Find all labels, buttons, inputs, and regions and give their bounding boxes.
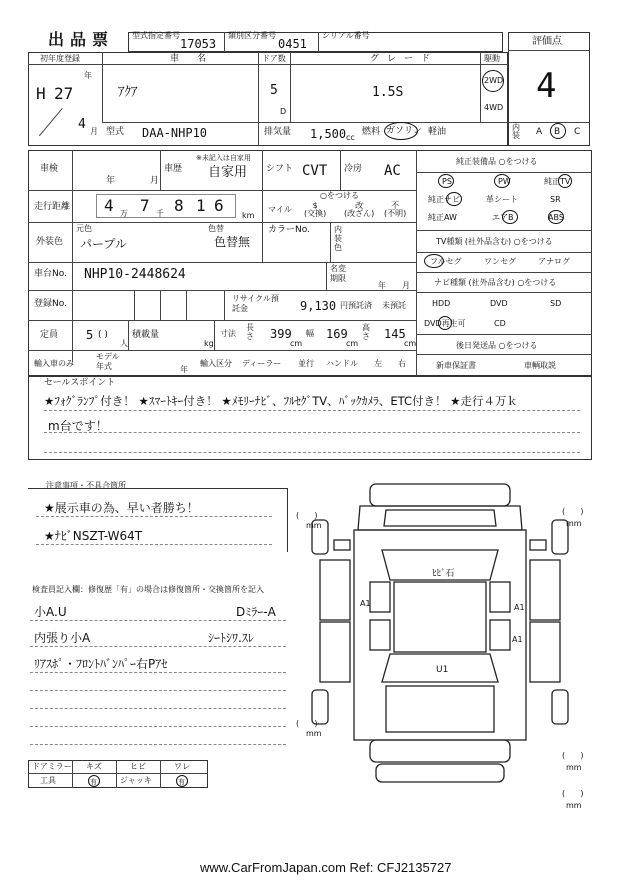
import-parallel: 並行 [298, 359, 314, 368]
score-label: 評価点 [532, 36, 562, 47]
serial-label: シリアル番号 [322, 31, 370, 40]
month-unit: 月 [90, 127, 98, 136]
navi-dvd-play: DVD再生可 [424, 319, 466, 328]
notes-title: 注意事項・不具合箇所 [46, 481, 126, 490]
height-label: 高さ [362, 323, 370, 341]
mm-bottom-right-2: ( ) [562, 789, 584, 798]
height-value: 145 [384, 327, 406, 341]
footer-watermark: www.CarFromJapan.com Ref: CFJ2135727 [200, 860, 452, 875]
tv-analog: アナログ [538, 257, 570, 266]
mileage-circle-note: ○をつける [320, 191, 359, 200]
color-original-value: パープル [80, 237, 127, 251]
capacity-paren: ( ) [98, 330, 108, 340]
docs-manual: 車輌取説 [524, 361, 556, 370]
mm-bottom-right-unit: mm [566, 763, 582, 772]
car-name-value: ｱｸｱ [118, 85, 138, 100]
name-change-label: 名変期限 [330, 264, 346, 283]
shaken-year: 年 [106, 176, 116, 186]
sales-line-1: ★ﾌｫｸﾞﾗﾝﾌﾟ付き！ ★ｽﾏｰﾄｷｰ付き！ ★ﾒﾓﾘｰﾅﾋﾞ、ﾌﾙｾｸﾞTV、ﾊﾞｯｸｶﾒﾗ、ETC付き！ ★走行４万ｋ [44, 394, 518, 408]
equipment-title: 純正装備品 ○をつける [456, 157, 538, 166]
diag-mark-a1-right-bottom: A1 [512, 635, 523, 644]
drive-4wd: 4WD [484, 103, 504, 112]
model-label: 型式 [106, 127, 125, 137]
navi-dvd: DVD [490, 299, 508, 308]
mm-top-left-unit: mm [306, 521, 322, 530]
page-title: 出品票 [48, 30, 115, 49]
recycle-unit: 円預託済 [340, 301, 372, 310]
width-unit: cm [346, 339, 359, 348]
first-reg-month: 4 [78, 117, 86, 132]
tv-fullseg: フルセグ [430, 257, 462, 266]
equip-abs: ABS [548, 213, 564, 222]
equip-ps: PS [442, 177, 452, 186]
model-cert-value: 17053 [180, 37, 217, 51]
diag-mark-a1-right-top: A1 [514, 603, 525, 612]
tv-title: TV種類 (社外品含む) ○をつける [436, 237, 553, 246]
legend-door-mirror: ドアミラー [32, 762, 72, 771]
mm-top-right: ( ) [562, 507, 584, 516]
year-unit: 年 [84, 71, 92, 80]
equip-ps-circle [438, 174, 454, 188]
length-unit: cm [290, 339, 303, 348]
first-reg-label: 初年度登録 [40, 54, 80, 63]
car-diagram [290, 470, 590, 830]
handle-label: ハンドル [326, 359, 358, 368]
import-type-label: 輸入区分 [200, 359, 232, 368]
length-value: 399 [270, 327, 292, 341]
recycle-label: リサイクル預託金 [232, 294, 279, 313]
interior-color-label: 内装色 [334, 225, 342, 252]
chassis-label: 車台No. [34, 269, 67, 279]
tv-oneseg: ワンセグ [484, 257, 516, 266]
sales-line-2: m台です！ [48, 419, 108, 433]
mm-top-left: ( ) [296, 511, 318, 520]
equip-tv-circle [558, 174, 572, 188]
registration-label: 登録No. [34, 299, 67, 309]
legend-tools: 工具 [40, 776, 56, 785]
color-original-label: 元色 [76, 224, 92, 233]
interior-a: A [536, 127, 543, 137]
equip-navi: 純正ナビ [428, 195, 460, 204]
legend-hibi: ヒビ [130, 762, 146, 771]
equip-sr: SR [550, 195, 561, 204]
color-change-value: 色替無 [214, 235, 251, 249]
import-label: 輸入車のみ [34, 359, 74, 368]
ac-value: AC [384, 163, 401, 179]
import-dealer: ディーラー [242, 359, 282, 368]
mileage-digit-5: 6 [214, 196, 224, 215]
mileage-digit-2: 7 [140, 196, 150, 215]
mm-top-right-unit: mm [566, 519, 582, 528]
mileage-unknown: 不 (不明) [384, 201, 407, 218]
width-label: 幅 [306, 329, 314, 338]
legend-ware: ワレ [174, 762, 190, 771]
insp-2b: ｼｰﾄｼﾜ.ｽﾚ [208, 631, 254, 645]
mm-bottom-left-unit: mm [306, 729, 322, 738]
mileage-digit-1: 4 [104, 196, 114, 215]
mileage-label: 走行距離 [34, 202, 71, 212]
width-value: 169 [326, 327, 348, 341]
insp-2a: 内張り小A [34, 631, 91, 645]
mileage-unit-sen: 千 [156, 209, 164, 218]
recycle-value: 9,130 [300, 299, 337, 313]
model-year-label: モデル年式 [96, 352, 120, 371]
tv-fullseg-circle [424, 254, 444, 268]
insp-3: ﾘｱｽﾎﾟ・ﾌﾛﾝﾄﾊﾞﾝﾊﾟｰ右Pｱｾ [34, 657, 168, 671]
equip-airbag: エアB [492, 213, 514, 222]
color-label: 外装色 [36, 237, 64, 247]
equip-airbag-circle [502, 210, 518, 224]
usage-value: 自家用 [208, 165, 248, 180]
color-no-label: カラーNo. [268, 225, 310, 235]
fuel-label: 燃料 [362, 127, 381, 137]
displacement-value: 1,500 [310, 127, 347, 141]
model-year-unit: 年 [180, 365, 188, 374]
displacement-unit: cc [346, 133, 355, 142]
shift-label: シフト [266, 164, 294, 174]
insp-1b: Dﾐﾗｰ-A [236, 605, 276, 619]
navi-title: ナビ種類 (社外品含む) ○をつける [434, 278, 557, 287]
interior-c: C [574, 127, 581, 137]
class-value: 0451 [278, 37, 307, 51]
mileage-digit-4: 1 [196, 196, 206, 215]
diag-mark-a1-left: A1 [360, 599, 371, 608]
interior-b: B [554, 127, 561, 137]
navi-sd: SD [550, 299, 562, 308]
load-label: 積載量 [132, 330, 160, 340]
interior-label: 内装 [512, 123, 520, 140]
legend-jack: ジャッキ [120, 776, 152, 785]
size-label: 寸法 [220, 329, 236, 338]
model-value: DAA-NHP10 [142, 126, 208, 140]
mm-bottom-left: ( ) [296, 719, 318, 728]
diag-mark-hibi: ﾋﾋﾞ石 [432, 569, 455, 579]
inspector-title: 検査員記入欄：修復歴「有」の場合は修復箇所・交換箇所を記入 [32, 585, 264, 594]
fuel-light-oil: 軽油 [428, 127, 447, 137]
sales-label: セールスポイント [44, 378, 116, 388]
model-cert-label: 型式指定番号 [132, 31, 180, 40]
doors-value: 5 [270, 83, 278, 98]
diag-mark-u1: U1 [436, 665, 449, 675]
notes-line-2: ★ﾅﾋﾞNSZT-W64T [44, 529, 143, 543]
capacity-value: 5 [86, 328, 94, 342]
legend-jack-yes: 有 [178, 778, 185, 786]
shaken-month: 月 [150, 176, 160, 186]
insp-1a: 小A.U [34, 605, 67, 619]
load-unit: kg [204, 339, 214, 348]
height-unit: cm [404, 339, 417, 348]
name-change-year: 年 [378, 281, 386, 290]
shift-value: CVT [302, 163, 328, 179]
equip-aw: 純正AW [428, 213, 457, 222]
first-reg-year: 27 [54, 84, 74, 103]
mm-bottom-right-2-unit: mm [566, 801, 582, 810]
grade-value: 1.5S [372, 85, 404, 100]
mileage-mile: マイル [268, 205, 292, 214]
docs-title: 後日発送品 ○をつける [456, 341, 538, 350]
legend-kizu: キズ [86, 762, 102, 771]
ac-label: 冷房 [344, 164, 363, 174]
navi-dvd-play-circle [438, 316, 452, 330]
drive-label: 駆動 [484, 54, 500, 63]
legend-tools-yes: 有 [90, 778, 97, 786]
mileage-unit-man: 万 [120, 209, 128, 218]
shaken-label: 車検 [40, 164, 59, 174]
usage-label: 車歴 [164, 164, 183, 174]
displacement-label: 排気量 [264, 127, 292, 137]
handle-left: 左 [374, 359, 382, 368]
name-change-month: 月 [402, 281, 410, 290]
capacity-label: 定員 [40, 330, 59, 340]
usage-note: ※未記入は自家用 [196, 154, 251, 162]
equip-pw-circle [494, 174, 510, 188]
doors-label: ドア数 [262, 54, 286, 63]
color-change-label: 色替 [208, 224, 224, 233]
mm-bottom-right: ( ) [562, 751, 584, 760]
recycle-unpaid: 未預託 [382, 301, 406, 310]
fuel-value: ガソリン [386, 126, 423, 136]
equip-abs-circle [548, 210, 564, 224]
class-label: 類別区分番号 [228, 31, 276, 40]
sales-box [28, 376, 592, 460]
equip-leather: 革シート [486, 195, 518, 204]
drive-2wd: 2WD [484, 76, 504, 85]
first-reg-era: H [36, 84, 46, 103]
docs-warranty: 新車保証書 [436, 361, 476, 370]
equip-pw: PW [498, 177, 511, 186]
equip-navi-circle [446, 192, 462, 206]
navi-cd: CD [494, 319, 506, 328]
mileage-exchanged: $ (交換) [304, 201, 327, 218]
grade-label: グレード [370, 54, 439, 64]
mileage-digit-3: 8 [174, 196, 184, 215]
capacity-unit: 人 [120, 339, 128, 348]
chassis-value: NHP10-2448624 [84, 267, 186, 282]
equip-tv: 純正TV [544, 177, 571, 186]
length-label: 長さ [246, 323, 254, 341]
navi-hdd: HDD [432, 299, 451, 308]
notes-line-1: ★展示車の為、早い者勝ち！ [44, 501, 199, 515]
handle-right: 右 [398, 359, 406, 368]
mileage-unit-km: km [242, 211, 255, 220]
mileage-altered: 改 (改ざん) [344, 201, 375, 218]
car-name-label: 車名 [170, 54, 225, 64]
door-type: D [280, 107, 287, 116]
score-value: 4 [536, 66, 557, 106]
